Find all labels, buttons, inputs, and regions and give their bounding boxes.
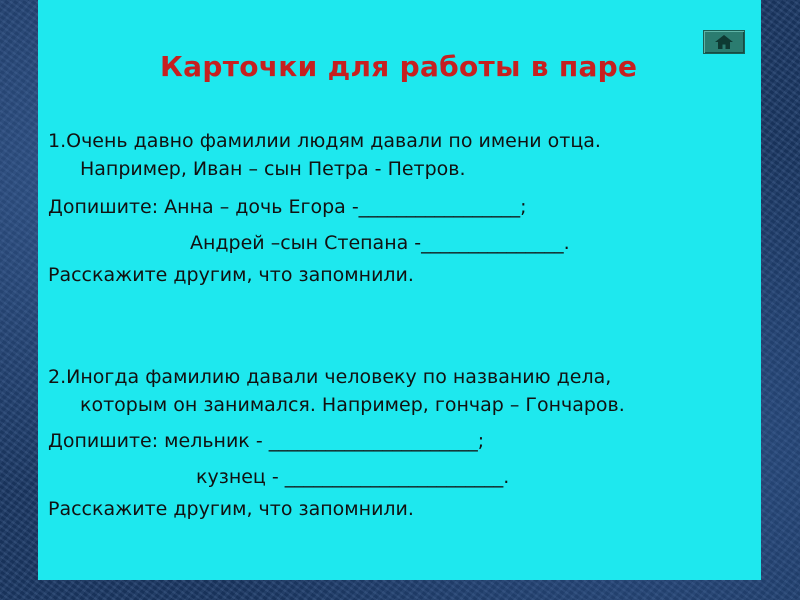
card2-line4: кузнец - _______________________. <box>196 466 510 488</box>
card1-line3: Допишите: Анна – дочь Егора -_________________; <box>48 196 527 218</box>
home-icon <box>715 35 733 49</box>
card1-line2: Например, Иван – сын Петра - Петров. <box>80 158 466 180</box>
card2-line2: которым он занимался. Например, гончар – Гончаров. <box>80 394 625 416</box>
card1-line5: Расскажите другим, что запомнили. <box>48 264 414 286</box>
card2-line1: 2.Иногда фамилию давали человеку по названию дела, <box>48 366 612 388</box>
card2-line3: Допишите: мельник - ______________________; <box>48 430 485 452</box>
home-button[interactable] <box>703 30 745 54</box>
page-title: Карточки для работы в паре <box>160 50 638 83</box>
slide <box>38 0 761 580</box>
card1-line1: 1.Очень давно фамилии людям давали по имени отца. <box>48 130 601 152</box>
card2-line5: Расскажите другим, что запомнили. <box>48 498 414 520</box>
card1-line4: Андрей –сын Степана -_______________. <box>190 232 570 254</box>
